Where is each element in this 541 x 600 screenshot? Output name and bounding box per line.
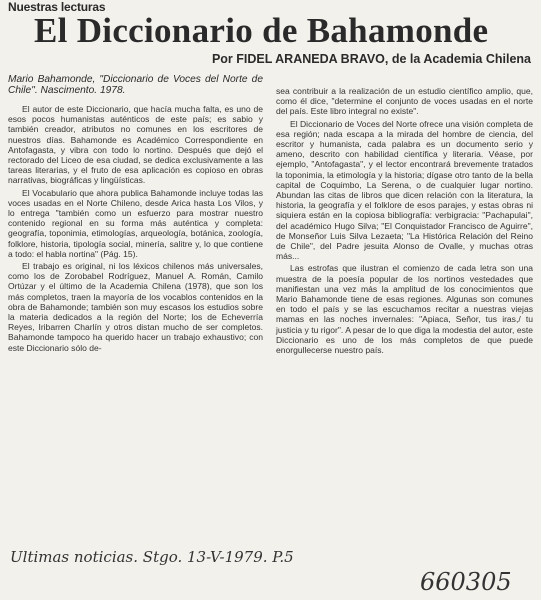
left-paragraph-2: El Vocabulario que ahora publica Bahamonde incluye todas las voces usadas en el Norte Chileno, desde Arica hasta Los Vilos, y lo entrega "también como un esfuerzo para mostrar nuestro contenido regional en su forma más auténtica y completa: geografía, toponimia, etimologías, arqueología, botánica, zoología, folklore, historia, tipología social, minería, salitre y, lo que contiene a todo: el habla nortina" (Pág. 15).	[8, 187, 263, 259]
book-reference: Mario Bahamonde, "Diccionario de Voces del Norte de Chile". Nascimento. 1978.	[8, 74, 263, 96]
left-paragraph-1: El autor de este Diccionario, que hacía mucha falta, es uno de esos pocos humanistas auténticos de este país; es sabio y también creador, atributos no comunes en los escritores de nuestros días. Bahamonde es Académico Correspondiente en Antofagasta, y vibra con todo lo nortino. Después que dejó el rectorado del Liceo de esa ciudad, se dedica exclusivamente a las tareas literarias, y el fruto de esa aplicación es copioso en obras narrativas, biográficas y lingüísticas.	[8, 104, 263, 186]
left-column	[8, 74, 263, 355]
right-paragraph-2: El Diccionario de Voces del Norte ofrece una visión completa de esa región; nada escapa a la mirada del hombre de ciencia, del escritor y humanista, cada palabra es un documento serio y ameno, descrito con habilidad científica y literaria. Véase, por ejemplo, "Antofagasta", y el lector encontrará brevemente tratados la toponimia, la etimología y la historia; dígase otro tanto de la bella capital de Coquimbo, La Serena, o de cualquier lugar nortino. Abundan las citas de libros que dicen relación con la literatura, la historia, la geografía y el folklore de esos parajes, y estas obras ni siquiera están en la copiosa bibliografía: verbigracia: "Pachapulai", del académico Hugo Silva; "El Conquistador Francisco de Aguirre", de Monseñor Luis Silva Lezaeta; "La Histórica Relación del Reino de Chile", del Padre jesuita Alonso de Ovalle, y muchas otras más...	[276, 118, 533, 262]
handwritten-catalog-number: 660305	[420, 568, 512, 596]
handwritten-source-note: Ultimas noticias. Stgo. 13-V-1979. P.5	[10, 548, 294, 566]
section-label: Nuestras lecturas	[8, 0, 106, 14]
right-paragraph-3: Las estrofas que ilustran el comienzo de cada letra son una muestra de la poesía popular de los nortinos vestedades que manifiestan una vez más la amplitud de los conocimientos que Mario Bahamonde tiene de esas regiones. Algunas son comunes en todo el país y se las escuchamos recitar a nuestras viejas mamas en las noches invernales: "Apiaca, Señor, tus iras,/ tu justicia y tu rigor". A pesar de lo que diga la modestia del autor, este Diccionario es uno de los más completos de que puede enorgullecerse nuestro país.	[276, 263, 533, 356]
right-column	[276, 86, 533, 357]
article-headline: El Diccionario de Bahamonde	[34, 11, 489, 50]
right-paragraph-1: sea contribuir a la realización de un estudio científico amplio, que, como él dice, "determine el conjunto de voces usadas en el norte del país. Este libro integral no existe".	[276, 86, 533, 117]
article-byline: Por FIDEL ARANEDA BRAVO, de la Academia Chilena	[211, 52, 531, 66]
left-paragraph-3: El trabajo es original, ni los léxicos chilenos más universales, como los de Zorobabel Rodríguez, Manuel A. Román, Camilo Ortúzar y el último de la Academia Chilena (1978), que son los más completos, traen la mayoría de los vocablos contenidos en la obra de Bahamonde; también son muy escasos los estudios sobre la materia dedicados a la región del Norte; los de Echeverría Reyes, Iribarren Charlín y otros distan mucho de ser completos. Bahamonde tampoco ha querido hacer un trabajo exhaustivo; con este Diccionario sólo de-	[8, 261, 263, 353]
